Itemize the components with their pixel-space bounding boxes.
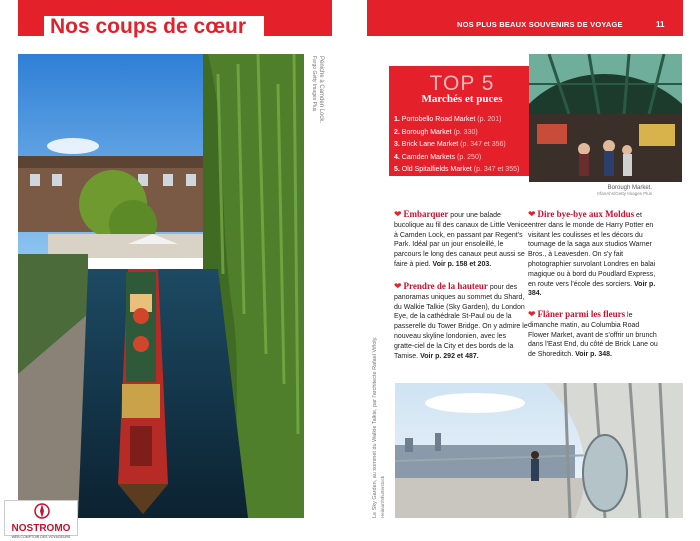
entry-body: et entrer dans le monde de Harry Potter en visitant les coulisses et les décors du tournage de la saga aux studios Warner Bros., à Leavesden. On s'y fait photographier survolant Londres en balai magique ou à bord du Poudlard Express, en route vers l'école des sorciers.: [528, 212, 656, 288]
borough-market-illustration: [529, 54, 682, 182]
entry-ref: Voir p. 292 et 487.: [420, 352, 479, 360]
nostromo-logo[interactable]: [4, 500, 78, 539]
entry-fleurs: [528, 310, 662, 360]
borough-market-photo: [529, 54, 682, 182]
heart-icon: ❤: [394, 281, 402, 291]
top5-box: [389, 66, 535, 176]
camden-lock-illustration: [18, 54, 304, 518]
item-number: 5.: [394, 166, 400, 173]
entry-body: pour des panoramas uniques au sommet du Shard, du Walkie Talkie (Sky Garden), du London Eye, de la cathédrale St-Paul ou de la passerelle du Tower Bridge. On y admire le nouveau skyline londonien, avec les gratte-ciel de la City et des bords de la Tamise.: [394, 284, 528, 360]
heart-icon: ❤: [528, 209, 536, 219]
item-name: Brick Lane Market: [401, 141, 459, 148]
item-ref: (p. 347 et 356): [460, 141, 506, 148]
top5-title: TOP 5: [429, 72, 495, 95]
entry-head: Prendre de la hauteur: [403, 281, 488, 291]
entry-hauteur: [394, 282, 528, 361]
photo-credit: [318, 56, 324, 123]
market-caption-text: Borough Market.: [607, 185, 652, 191]
entry-ref: Voir p. 384.: [528, 280, 656, 298]
sky-credit-agency: Heimart/Shutterstock: [380, 475, 385, 518]
entry-body: pour une balade bucolique au fil des canaux de Little Venice à Camden Lock, en passant par Regent's Park. Idéal par un jour ensoleillé, le parcours le long des canaux peut aussi se faire à pied.: [394, 212, 528, 268]
list-item: [394, 139, 519, 152]
item-name: Old Spitalfields Market: [401, 166, 472, 173]
logo-tagline: WEB COMPTOIR DES VOYAGEURS: [11, 535, 71, 539]
sky-garden-illustration: [395, 383, 683, 518]
entry-head: Flâner parmi les fleurs: [537, 309, 626, 319]
entry-moldus: [528, 210, 662, 299]
photo-credit-source: [311, 56, 317, 111]
item-ref: (p. 330): [453, 128, 478, 136]
top5-list: [394, 114, 519, 177]
logo-name: NOSTROMO: [11, 523, 71, 534]
right-header-banner: [367, 0, 683, 36]
sky-credit-caption: Le Sky Garden, au sommet du Walkie Talkie, par l'architecte Rafael Viñoly.: [372, 336, 378, 518]
entry-ref: Voir p. 348.: [575, 351, 612, 359]
photo-credit-caption: Péniche à Camden Lock.: [318, 56, 324, 124]
compass-icon: [5, 501, 79, 519]
page-number: 11: [656, 20, 665, 29]
entry-body: le dimanche matin, au Columbia Road Flower Market, avant de s'offrir un brunch dans l'East End, du côté de Brick Lane ou de Shoreditch.: [528, 312, 658, 359]
market-credit: IrfanAhs/Getty Images Plus: [597, 191, 652, 196]
heart-icon: ❤: [394, 209, 402, 219]
item-number: 2.: [394, 128, 400, 136]
section-banner: NOS PLUS BEAUX SOUVENIRS DE VOYAGE: [457, 20, 623, 29]
entry-embarquer: [394, 210, 528, 270]
item-number: 1.: [394, 116, 400, 123]
item-number: 3.: [394, 141, 400, 148]
item-ref: (p. 250): [457, 153, 482, 161]
entry-ref: Voir p. 158 et 203.: [432, 260, 492, 268]
list-item: [394, 114, 519, 127]
page-title: Nos coups de cœur: [50, 15, 247, 38]
item-name: Camden Markets: [401, 153, 456, 161]
sky-garden-photo: [395, 383, 683, 518]
item-ref: (p. 201): [477, 116, 502, 123]
entry-head: Dire bye-bye aux Moldus: [537, 209, 635, 219]
list-item: [394, 127, 519, 140]
photo-credit-agency: Fargo Getty Images Plus: [311, 56, 317, 112]
sky-credit: [372, 336, 378, 518]
market-caption: [529, 185, 652, 196]
heart-icon: ❤: [528, 309, 536, 319]
sky-credit-source: [380, 476, 385, 518]
top5-subtitle: Marchés et puces: [421, 93, 503, 105]
camden-lock-photo: [18, 54, 304, 518]
item-name: Portobello Road Market: [401, 116, 476, 123]
item-number: 4.: [394, 153, 400, 161]
item-ref: (p. 347 et 355): [473, 166, 520, 173]
list-item: [394, 164, 519, 177]
list-item: [394, 152, 519, 165]
entry-head: Embarquer: [403, 209, 449, 219]
item-name: Borough Market: [401, 128, 452, 136]
